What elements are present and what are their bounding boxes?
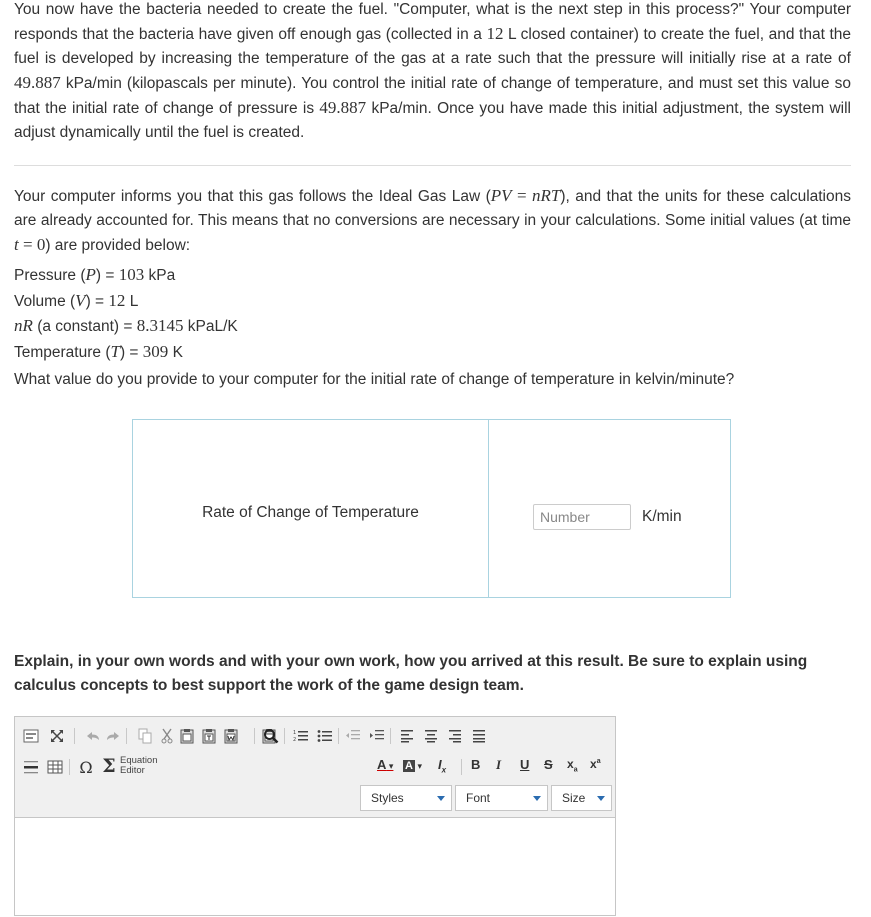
value-label: Pressure ( (14, 267, 86, 284)
value-mid: (a constant) = (32, 318, 137, 335)
value-number: 103 (118, 265, 145, 284)
underline-button[interactable]: U (520, 757, 530, 772)
toolbar-separator (338, 728, 339, 744)
paste-icon[interactable] (178, 727, 196, 745)
value-mid: ) = (85, 292, 109, 310)
maximize-icon[interactable] (48, 727, 66, 745)
value-var: nR (14, 316, 33, 335)
background-color-button[interactable]: A ▾ (405, 760, 422, 772)
subscript-button[interactable]: $x_a$ (567, 757, 578, 774)
text-color-button[interactable]: A ▾ (377, 757, 394, 772)
font-label: Font (466, 791, 491, 805)
equation-sigma-icon[interactable]: Σ (102, 755, 116, 777)
value-unit: K (168, 343, 183, 361)
time-equals: = (18, 235, 37, 254)
equation-label-1: Equation (120, 755, 158, 766)
undo-icon[interactable] (84, 727, 102, 745)
answer-input-cell (489, 420, 730, 597)
chevron-down-icon (597, 796, 605, 801)
answer-label-cell (133, 420, 489, 597)
toolbar-separator (461, 759, 462, 775)
toolbar-separator (126, 728, 127, 744)
value-number: 309 (142, 341, 169, 361)
redo-icon[interactable] (104, 727, 122, 745)
equation-editor-button[interactable] (120, 756, 158, 776)
svg-text:2: 2 (293, 737, 297, 743)
equation-label-2: Editor (120, 765, 145, 776)
value-unit: kPaL/K (183, 318, 238, 335)
value-var: T (110, 341, 120, 361)
toolbar-separator (69, 759, 70, 775)
toolbar-separator (284, 728, 285, 744)
horizontal-line-icon[interactable] (22, 758, 40, 776)
bulleted-list-icon[interactable] (316, 727, 334, 745)
ideal-gas-text-a: Your computer informs you that this gas follows the Ideal Gas Law ( (14, 188, 491, 205)
paste-text-icon[interactable] (200, 727, 218, 745)
copy-icon[interactable] (136, 727, 154, 745)
value-var: P (85, 265, 96, 284)
font-dropdown[interactable] (455, 785, 548, 811)
size-dropdown[interactable] (551, 785, 612, 811)
editor-body[interactable] (15, 818, 615, 917)
value-number: 12 (108, 290, 126, 310)
value-label: Volume ( (14, 292, 76, 310)
numbered-list-icon[interactable] (292, 727, 310, 745)
ideal-gas-text-c: ) are provided below: (45, 237, 191, 254)
initial-values-list (14, 263, 238, 365)
law-rhs: nRT (531, 186, 561, 205)
toolbar-separator (390, 728, 391, 744)
answer-table (132, 419, 731, 598)
strikethrough-button[interactable]: S (544, 757, 553, 772)
svg-text:1: 1 (293, 730, 297, 736)
bold-button[interactable]: B (471, 757, 481, 772)
find-icon[interactable] (262, 727, 280, 745)
italic-button[interactable]: I (496, 757, 502, 772)
intro-text-d: kPa/min. Once you have made this initial adjustment, the system will adjust dynamically until the fuel is created. (14, 100, 851, 141)
value-nr (14, 314, 238, 340)
answer-label: Rate of Change of Temperature (202, 503, 419, 521)
rate-number-input[interactable] (533, 504, 631, 530)
value-label: Temperature ( (14, 343, 111, 361)
value-mid: ) = (119, 343, 143, 361)
paste-word-icon[interactable] (222, 727, 240, 745)
container-volume: 12 (486, 24, 504, 43)
styles-label: Styles (371, 791, 404, 805)
special-character-icon[interactable]: Ω (79, 757, 93, 777)
answer-unit: K/min (642, 507, 682, 525)
value-temperature (14, 340, 238, 366)
time-value: 0 (36, 235, 46, 254)
intro-text-b: L closed container) to create the fuel, and that the fuel is developed by increasing the temperature of the gas at a rate such that the pressure will initially rise at a rate of (14, 26, 851, 67)
value-var: V (75, 290, 86, 310)
ideal-gas-paragraph (14, 184, 851, 258)
intro-paragraph (14, 0, 851, 145)
align-justify-icon[interactable] (470, 727, 488, 745)
align-center-icon[interactable] (422, 727, 440, 745)
intro-text-a: You now have the bacteria needed to create the fuel. "Computer, what is the next step in this process?" Your computer responds that the bacteria have given off enough gas (collected in a (14, 1, 851, 43)
value-mid: ) = (95, 267, 119, 284)
superscript-button[interactable]: $x^a$ (590, 757, 601, 771)
pressure-rate-2: 49.887 (319, 98, 367, 117)
value-unit: L (125, 292, 139, 310)
ideal-gas-text-b: ), and that the units for these calculations are already accounted for. This means that no conversions are necessary in your calculations. Some initial values (at time (14, 188, 851, 229)
styles-dropdown[interactable] (360, 785, 452, 811)
value-number: 8.3145 (136, 316, 184, 335)
value-unit: kPa (144, 267, 176, 284)
explain-prompt: Explain, in your own words and with your own work, how you arrived at this result. Be sure to explain using calculus concepts to best support the work of the game design team. (14, 653, 808, 694)
size-label: Size (562, 791, 586, 805)
value-volume (14, 289, 238, 315)
chevron-down-icon (533, 796, 541, 801)
value-pressure (14, 263, 238, 289)
align-left-icon[interactable] (398, 727, 416, 745)
remove-format-button[interactable]: $I_x$ (438, 757, 447, 775)
outdent-icon[interactable] (344, 727, 362, 745)
time-variable: t (14, 235, 19, 254)
chevron-down-icon (437, 796, 445, 801)
source-icon[interactable] (22, 727, 40, 745)
law-equals: = (511, 186, 532, 205)
intro-text-c: kPa/min (kilopascals per minute). You control the initial rate of change of temperature, and must set this value so that the initial rate of change of pressure is (14, 75, 851, 117)
toolbar-separator (74, 728, 75, 744)
indent-icon[interactable] (368, 727, 386, 745)
cut-icon[interactable] (158, 727, 176, 745)
table-icon[interactable] (46, 758, 64, 776)
align-right-icon[interactable] (446, 727, 464, 745)
question-text: What value do you provide to your computer for the initial rate of change of temperature in kelvin/minute? (14, 371, 735, 388)
section-divider (14, 165, 851, 166)
pressure-rate-1: 49.887 (14, 73, 61, 92)
toolbar-separator (254, 728, 255, 744)
rich-text-editor (14, 716, 616, 916)
law-lhs: PV (490, 186, 512, 205)
